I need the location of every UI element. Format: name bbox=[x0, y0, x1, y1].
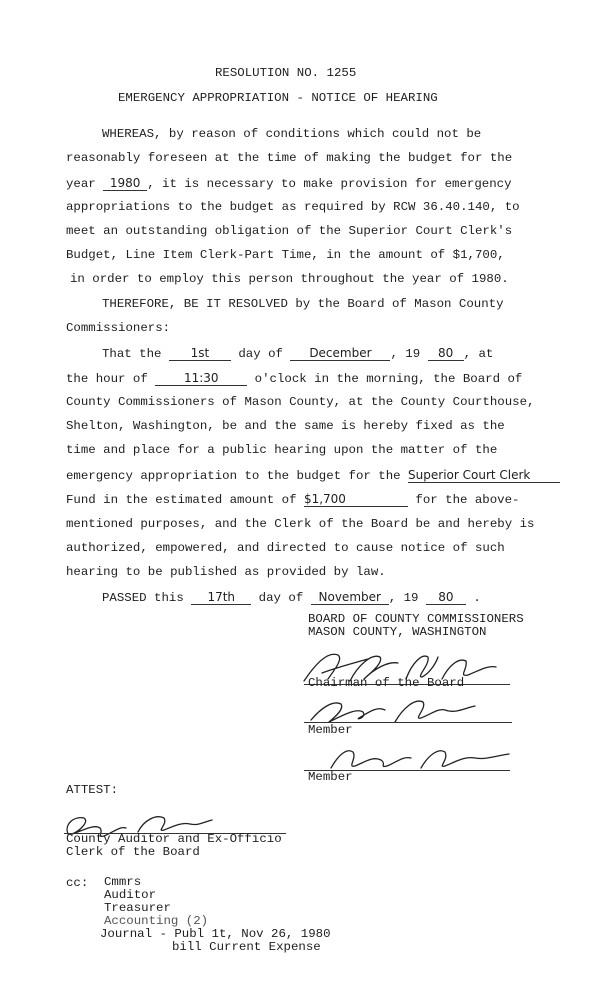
therefore-line-1: THEREFORE, BE IT RESOLVED by the Board of Mason County bbox=[102, 297, 504, 311]
hearing-line-5: time and place for a public hearing upon the matter of the bbox=[66, 443, 498, 457]
day-of-text: day of bbox=[238, 347, 283, 361]
whereas-line-2: reasonably foreseen at the time of making the budget for the bbox=[66, 151, 513, 165]
cc-item-accounting: Accounting (2) bbox=[104, 914, 209, 928]
whereas-line-1: WHEREAS, by reason of conditions which could not be bbox=[102, 127, 482, 141]
passed-month-field: November bbox=[311, 590, 389, 605]
fund-prefix-text: emergency appropriation to the budget for the bbox=[66, 469, 401, 483]
amount-prefix-text: Fund in the estimated amount of bbox=[66, 493, 297, 507]
at-text: , at bbox=[463, 347, 494, 361]
member-2-label: Member bbox=[308, 770, 353, 784]
member-1-label: Member bbox=[308, 723, 353, 737]
board-heading-2: MASON COUNTY, WASHINGTON bbox=[308, 625, 487, 639]
resolution-title: RESOLUTION NO. 1255 bbox=[215, 66, 357, 80]
hearing-line-9: authorized, empowered, and directed to cause notice of such bbox=[66, 541, 505, 555]
nineteen-text: , 19 bbox=[390, 347, 421, 361]
hearing-year-field: 80 bbox=[428, 346, 464, 361]
chairman-label: Chairman of the Board bbox=[308, 676, 465, 690]
hearing-line-4: Shelton, Washington, be and the same is hereby fixed as the bbox=[66, 419, 505, 433]
board-heading-1: BOARD OF COUNTY COMMISSIONERS bbox=[308, 612, 524, 626]
hearing-hour-field: 11:30 bbox=[155, 371, 247, 386]
hearing-line-10: hearing to be published as provided by law. bbox=[66, 565, 386, 579]
auditor-title-1: County Auditor and Ex-Officio bbox=[66, 832, 282, 846]
hearing-day-field: 1st bbox=[169, 346, 231, 361]
passed-nineteen-text: , 19 bbox=[388, 591, 419, 605]
whereas-line-3 bbox=[66, 176, 512, 191]
hearing-line-8: mentioned purposes, and the Clerk of the Board be and hereby is bbox=[66, 517, 535, 531]
passed-day-field: 17th bbox=[191, 590, 251, 605]
whereas-line-7: in order to employ this person throughout the year of 1980. bbox=[70, 272, 509, 286]
resolution-subtitle: EMERGENCY APPROPRIATION - NOTICE OF HEARING bbox=[118, 91, 438, 105]
whereas-line-6: Budget, Line Item Clerk-Part Time, in the amount of $1,700, bbox=[66, 248, 505, 262]
whereas-line-3-rest: , it is necessary to make provision for emergency bbox=[147, 177, 512, 191]
attest-label: ATTEST: bbox=[66, 783, 119, 797]
hearing-month-field: December bbox=[290, 346, 390, 361]
hearing-line-6 bbox=[66, 468, 560, 483]
therefore-line-2: Commissioners: bbox=[66, 321, 171, 335]
amount-field: $1,700 bbox=[304, 492, 408, 507]
whereas-line-5: meet an outstanding obligation of the Superior Court Clerk's bbox=[66, 224, 513, 238]
passed-year-field: 80 bbox=[426, 590, 466, 605]
cc-item-cmmrs: Cmmrs bbox=[104, 875, 142, 889]
hearing-hour-line bbox=[66, 371, 522, 386]
bill-line: bill Current Expense bbox=[172, 940, 321, 954]
hearing-line-3: County Commissioners of Mason County, at the County Courthouse, bbox=[66, 395, 535, 409]
passed-period: . bbox=[473, 591, 481, 605]
journal-line: Journal - Publ 1t, Nov 26, 1980 bbox=[100, 927, 331, 941]
auditor-title-2: Clerk of the Board bbox=[66, 845, 200, 859]
budget-year-field: 1980 bbox=[103, 176, 147, 191]
cc-item-auditor: Auditor bbox=[104, 888, 157, 902]
passed-line bbox=[102, 590, 481, 605]
year-label: year bbox=[66, 177, 96, 191]
whereas-line-4: appropriations to the budget as required by RCW 36.40.140, to bbox=[66, 200, 520, 214]
hearing-line-7 bbox=[66, 492, 520, 507]
amount-suffix-text: for the above- bbox=[415, 493, 520, 507]
cc-item-treasurer: Treasurer bbox=[104, 901, 171, 915]
cc-label: cc: bbox=[66, 876, 89, 890]
passed-this-text: PASSED this bbox=[102, 591, 184, 605]
that-the-text: That the bbox=[102, 347, 162, 361]
hour-rest-text: o'clock in the morning, the Board of bbox=[254, 372, 523, 386]
hearing-date-line bbox=[102, 346, 493, 361]
fund-name-field: Superior Court Clerk bbox=[408, 468, 560, 483]
hour-of-text: the hour of bbox=[66, 372, 148, 386]
passed-day-of-text: day of bbox=[258, 591, 304, 605]
